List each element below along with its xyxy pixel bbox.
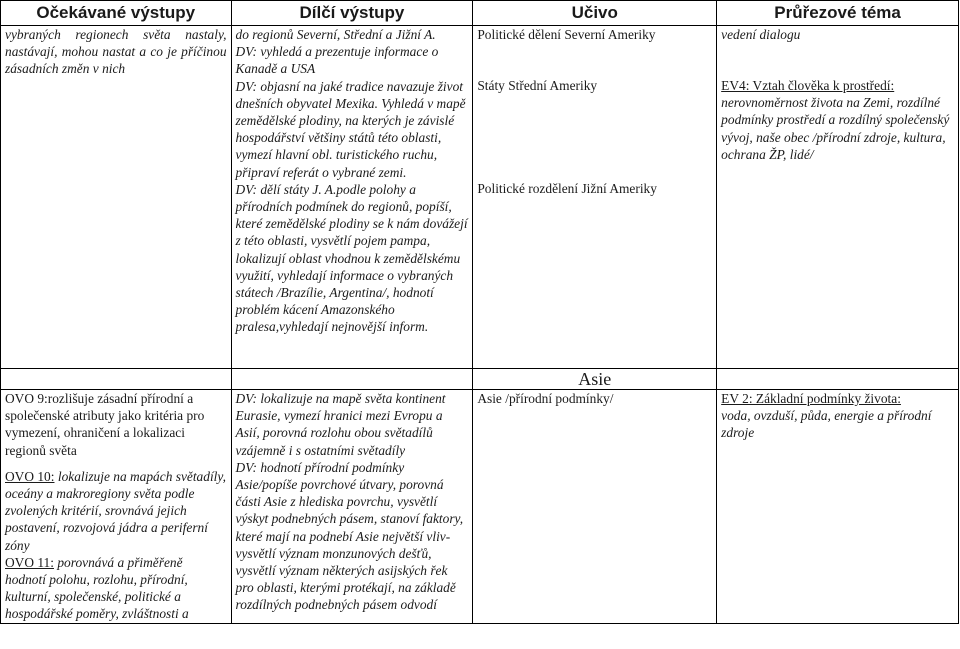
tema-ev4-title: EV4: Vztah člověka k prostředí: bbox=[721, 78, 895, 93]
header-row bbox=[1, 1, 959, 26]
tema-ev2-title: EV 2: Základní podmínky života: bbox=[721, 391, 901, 406]
cell-vystupy-americas bbox=[1, 26, 232, 369]
cell-empty-asie-4 bbox=[717, 369, 959, 390]
cell-empty-asie-2 bbox=[231, 369, 473, 390]
cell-vystupy-asie bbox=[1, 390, 232, 624]
header-dilci-vystupy: Dílčí výstupy bbox=[231, 1, 473, 26]
dilci-line-1: do regionů Severní, Střední a Jižní A. bbox=[235, 27, 436, 42]
ovo9-text: OVO 9:rozlišuje zásadní přírodní a společenské atributy jako kritéria pro vymezení, ohraničení a lokalizaci regionů světa bbox=[5, 391, 205, 458]
ovo11-text bbox=[5, 554, 227, 623]
ucivo-jizni-amerika: Politické rozdělení Jižní Ameriky bbox=[477, 181, 657, 196]
ovo10-label: OVO 10: bbox=[5, 468, 55, 484]
cell-ucivo-asie bbox=[473, 390, 717, 624]
section-row-asie bbox=[1, 369, 959, 390]
tema-ev2-text: voda, ovzduší, půda, energie a přírodní zdroje bbox=[721, 408, 932, 441]
dilci-mexiko: DV: objasní na jaké tradice navazuje život dnešních obyvatel Mexika. Vyhledá v mapě zemědělské plodiny, na kterých je závislé hospodářství většiny států této oblasti, vymezí hlavní obl. turistického ruchu, připraví referát o vybrané zemi. bbox=[235, 78, 466, 180]
tema-vedeni-dialogu: vedení dialogu bbox=[721, 27, 801, 42]
cell-empty-asie bbox=[1, 369, 232, 390]
table-row-asie bbox=[1, 390, 959, 624]
dilci-asie-1: DV: lokalizuje na mapě světa kontinent Eurasie, vymezí hranici mezi Evropu a Asií, porovná rozlohu obou světadílů vzájemně i s ostatními světadíly bbox=[235, 391, 446, 458]
ucivo-severni-amerika: Politické dělení Severní Ameriky bbox=[477, 27, 656, 42]
header-prurezove-tema: Průřezové téma bbox=[717, 1, 959, 26]
cell-tema-americas bbox=[717, 26, 959, 369]
tema-ev4-text: nerovnoměrnost života na Zemi, rozdílné podmínky prostředí a rozdílný společenský vývoj, naše obec /přírodní zdroje, kultura, ochrana ŽP, lidé/ bbox=[721, 95, 950, 162]
ovo10-body: lokalizuje na mapách světadíly, oceány a makroregiony světa podle zvolených kritérií, srovnává jejich postavení, rozvojová jádra a periferní zóny bbox=[5, 468, 226, 553]
cell-dilci-americas bbox=[231, 26, 473, 369]
cell-ucivo-americas bbox=[473, 26, 717, 369]
section-title-asie: Asie bbox=[473, 369, 717, 390]
header-ucivo: Učivo bbox=[473, 1, 717, 26]
ucivo-asie: Asie /přírodní podmínky/ bbox=[477, 391, 614, 406]
dilci-asie-2: DV: hodnotí přírodní podmínky Asie/popíše povrchové útvary, porovná části Asie z hlediska povrchu, vysvětlí výskyt podnebných pásem, stanoví faktory, které mají na podnebí Asie největší vliv- vysvětlí význam monzunových dešťů, vysvětlí význam některých asijských řek pro oblasti, kterými protékají, na základě rozdílných podnebných pásem odvodí bbox=[235, 459, 464, 613]
ucivo-stredni-amerika: Státy Střední Ameriky bbox=[477, 78, 598, 93]
table-row-americas bbox=[1, 26, 959, 369]
dilci-jizni-amerika: DV: dělí státy J. A.podle polohy a přírodních podmínek do regionů, popíší, které zemědělské plodiny se k nám dovážejí z této oblasti, vysvětlí pojem pampa, lokalizují oblast vhodnou k zemědělskému využití, vyhledají informace o vybraných státech /Brazílie, Argentina/, hodnotí problém kácení Amazonského pralesa,vyhledají nejnovější inform. bbox=[235, 181, 468, 335]
ovo10-text bbox=[5, 468, 227, 554]
header-ocekavane-vystupy: Očekávané výstupy bbox=[1, 1, 232, 26]
ovo11-body: porovnává a přiměřeně hodnotí polohu, rozlohu, přírodní, kulturní, společenské, politické a hospodářské poměry, zvláštnosti a bbox=[5, 554, 189, 622]
ovo11-label: OVO 11: bbox=[5, 554, 54, 570]
cell-tema-asie bbox=[717, 390, 959, 624]
vystupy-text: vybraných regionech světa nastaly, nastávají, mohou nastat a co je příčinou zásadních změn v nich bbox=[5, 27, 227, 77]
cell-dilci-asie bbox=[231, 390, 473, 624]
dilci-usa-kanada: DV: vyhledá a prezentuje informace o Kanadě a USA bbox=[235, 44, 439, 77]
